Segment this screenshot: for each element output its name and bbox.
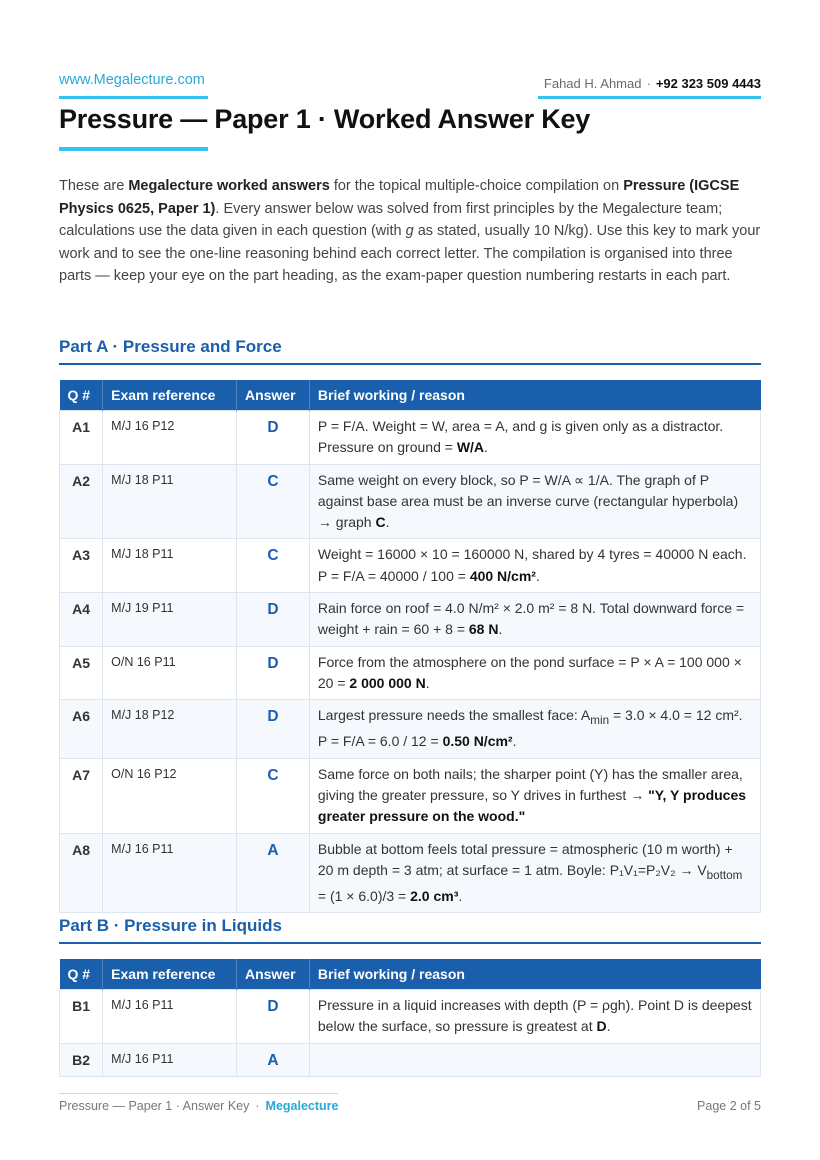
- col-header-working: Brief working / reason: [309, 959, 760, 990]
- table-header-row: [60, 959, 761, 990]
- table-row: [60, 758, 761, 833]
- part-a-title: Part A · Pressure and Force: [59, 337, 282, 356]
- author-name: Fahad H. Ahmad: [543, 76, 642, 91]
- table-row: [60, 1043, 761, 1076]
- answer-letter: C: [236, 758, 309, 833]
- answer-letter: D: [236, 411, 309, 465]
- author-underline: [538, 96, 761, 99]
- col-header-working: Brief working / reason: [309, 380, 760, 411]
- question-number: A3: [60, 539, 103, 593]
- answer-letter: D: [236, 990, 309, 1044]
- author-contact: [544, 76, 761, 91]
- col-header-q: Q #: [60, 380, 103, 411]
- working-text: .: [535, 567, 540, 584]
- table-row: [60, 539, 761, 593]
- working-text: .: [458, 887, 463, 904]
- working-reason: [309, 833, 760, 913]
- title-underline: [59, 147, 208, 151]
- header-separator: ·: [646, 76, 651, 91]
- working-text: .: [606, 1018, 611, 1035]
- working-text: Weight = 16000 × 10 = 160000 N, shared by 4 tyres = 40000 N each. P = F/A = 40000 / 100 =: [317, 546, 747, 584]
- intro-text: These are: [59, 178, 129, 194]
- exam-reference: M/J 18 P12: [103, 700, 237, 758]
- exam-reference: O/N 16 P11: [103, 646, 237, 700]
- part-b-title: Part B · Pressure in Liquids: [59, 916, 282, 935]
- working-result: D: [596, 1018, 607, 1035]
- part-b-table: [59, 959, 761, 1077]
- working-text: Largest pressure needs the smallest face: A: [317, 707, 591, 724]
- table-row: [60, 646, 761, 700]
- working-reason: [309, 700, 760, 758]
- answer-letter: C: [236, 539, 309, 593]
- question-number: A5: [60, 646, 103, 700]
- working-result: 400 N/cm²: [469, 567, 536, 584]
- question-number: A1: [60, 411, 103, 465]
- intro-bold: Pressure (IGCSE Physics 0625, Paper 1): [59, 178, 740, 217]
- working-text: Same weight on every block, so P = W/A ∝ 1/A. The graph of P against base area must be an inverse curve (rectangular hyperbola) → graph: [317, 471, 739, 531]
- col-header-answer: Answer: [236, 959, 309, 990]
- intro-text: for the topical multiple-choice compilation on: [329, 178, 624, 194]
- part-a-table: [59, 380, 761, 913]
- question-number: A8: [60, 833, 103, 913]
- working-result: 2.0 cm³: [410, 887, 459, 904]
- question-number: B2: [60, 1043, 103, 1076]
- working-text: .: [484, 439, 488, 456]
- working-reason: [309, 1043, 760, 1076]
- working-text: .: [498, 621, 503, 638]
- page-number: Page 2 of 5: [697, 1099, 761, 1113]
- table-row: [60, 833, 761, 913]
- footer-doc-title: Pressure — Paper 1 · Answer Key: [59, 1099, 250, 1113]
- working-text: .: [512, 733, 517, 750]
- col-header-ref: Exam reference: [103, 380, 237, 411]
- intro-paragraph: [59, 175, 761, 288]
- intro-text: . Every answer below was solved from first principles by the Megalecture team; calculations use the data given in each question (with: [59, 200, 723, 240]
- working-text: Force from the atmosphere on the pond surface = P × A = 100 000 × 20 =: [317, 653, 742, 691]
- question-number: A7: [60, 758, 103, 833]
- author-phone: +92 323 509 4443: [655, 76, 761, 91]
- working-reason: [309, 646, 760, 700]
- question-number: B1: [60, 990, 103, 1044]
- intro-text: as stated, usually 10 N/kg). Use this key to mark your work and to see the one-line reasoning behind each correct letter. The compilation is organised into three parts — keep your eye on the part heading, as the exam-paper question numbering restarts in each part.: [59, 223, 761, 285]
- exam-reference: M/J 16 P12: [103, 411, 237, 465]
- working-text: Rain force on roof = 4.0 N/m² × 2.0 m² = 8 N. Total downward force = weight + rain = 60 + 8 =: [317, 600, 745, 638]
- exam-reference: M/J 19 P11: [103, 593, 237, 647]
- working-result: 68 N: [468, 621, 499, 638]
- table-row: [60, 990, 761, 1044]
- working-reason: [309, 593, 760, 647]
- answer-letter: D: [236, 700, 309, 758]
- question-number: A2: [60, 464, 103, 539]
- working-reason: [309, 539, 760, 593]
- working-result: "Y, Y produces greater pressure on the wood.": [317, 786, 747, 825]
- part-a-heading: [59, 335, 761, 365]
- site-link[interactable]: www.Megalecture.com: [59, 72, 205, 88]
- footer-doc: [59, 1099, 338, 1113]
- working-result: W/A: [456, 439, 485, 456]
- col-header-q: Q #: [60, 959, 103, 990]
- col-header-answer: Answer: [236, 380, 309, 411]
- question-number: A6: [60, 700, 103, 758]
- table-row: [60, 593, 761, 647]
- exam-reference: M/J 18 P11: [103, 539, 237, 593]
- working-reason: [309, 464, 760, 539]
- footer-separator: ·: [255, 1099, 260, 1113]
- exam-reference: M/J 16 P11: [103, 1043, 237, 1076]
- exam-reference: M/J 18 P11: [103, 464, 237, 539]
- answer-letter: A: [236, 833, 309, 913]
- answer-letter: D: [236, 646, 309, 700]
- working-result: 0.50 N/cm²: [442, 733, 513, 750]
- working-text: = 3.0 × 4.0 = 12 cm². P = F/A = 6.0 / 12 =: [317, 707, 743, 750]
- page-title: Pressure — Paper 1 · Worked Answer Key: [59, 104, 591, 134]
- working-result: C: [375, 514, 386, 531]
- site-underline: [59, 96, 208, 99]
- table-header-row: [60, 380, 761, 411]
- answer-letter: C: [236, 464, 309, 539]
- intro-bold: Megalecture worked answers: [128, 178, 330, 194]
- working-text: = (1 × 6.0)/3 =: [317, 887, 411, 904]
- part-b-heading: [59, 914, 761, 944]
- table-row: [60, 411, 761, 465]
- working-text: Bubble at bottom feels total pressure = atmospheric (10 m worth) + 20 m depth = 3 atm; at surface = 1 atm. Boyle: P₁V₁=P₂V₂ → V: [317, 840, 733, 878]
- question-number: A4: [60, 593, 103, 647]
- working-result: 2 000 000 N: [349, 674, 426, 691]
- working-subscript: bottom: [706, 868, 743, 882]
- exam-reference: M/J 16 P11: [103, 833, 237, 913]
- table-row: [60, 700, 761, 758]
- page-header: [59, 70, 761, 102]
- answer-letter: A: [236, 1043, 309, 1076]
- answer-letter: D: [236, 593, 309, 647]
- footer-rule: [59, 1093, 338, 1094]
- exam-reference: M/J 16 P11: [103, 990, 237, 1044]
- working-text: Pressure in a liquid increases with depth (P = ρgh). Point D is deepest below the surface, so pressure is greatest at: [317, 997, 752, 1035]
- working-reason: [309, 758, 760, 833]
- working-reason: [309, 411, 760, 465]
- working-text: .: [385, 514, 390, 531]
- working-reason: [309, 990, 760, 1044]
- footer-brand: Megalecture: [265, 1099, 339, 1113]
- exam-reference: O/N 16 P12: [103, 758, 237, 833]
- intro-italic: g: [405, 223, 414, 240]
- col-header-ref: Exam reference: [103, 959, 237, 990]
- table-row: [60, 464, 761, 539]
- working-subscript: min: [590, 714, 610, 728]
- working-text: Same force on both nails; the sharper point (Y) has the smaller area, giving the greater pressure, so Y drives in furthest →: [317, 765, 743, 803]
- working-text: P = F/A. Weight = W, area = A, and g is given only as a distractor. Pressure on ground =: [317, 418, 724, 456]
- working-text: .: [425, 674, 430, 691]
